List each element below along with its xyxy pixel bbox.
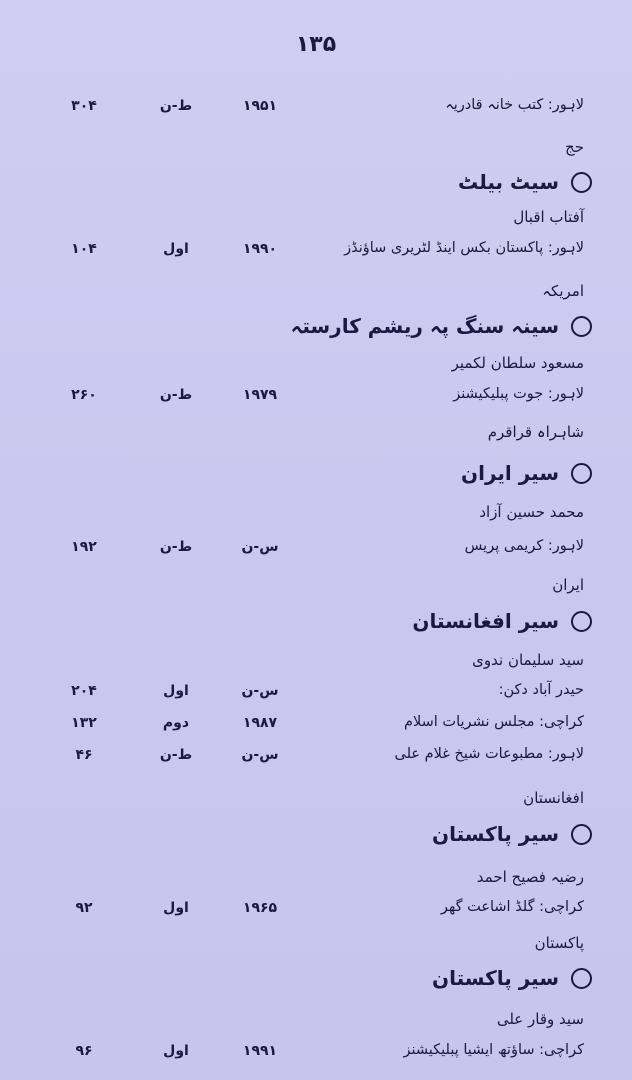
publisher-line: لاہور: کتب خانہ قادریہ (445, 97, 584, 113)
pages-cell: ۹۶ (75, 1043, 93, 1059)
pages-cell: ۹۲ (75, 900, 93, 916)
subject-heading: پاکستان (534, 934, 584, 952)
entry-title (461, 461, 592, 485)
edition-cell: اول (163, 900, 189, 916)
publisher-line: کراچی: گلڈ اشاعت گھر (440, 899, 584, 915)
publisher-line: لاہور: مطبوعات شیخ غلام علی (394, 746, 584, 762)
year-cell: س-ن (241, 747, 279, 763)
pages-cell: ۳۰۴ (71, 98, 97, 114)
entry-title (458, 170, 592, 194)
subject-heading: افغانستان (523, 789, 584, 807)
bullet-circle-icon (571, 316, 592, 337)
year-cell: ۱۹۹۰ (242, 241, 278, 257)
edition-cell: ط-ن (159, 539, 193, 555)
entry-title-text: سیٹ بیلٹ (458, 170, 559, 194)
page-number: ۱۳۵ (295, 32, 337, 57)
entry-title-text: سیر ایران (461, 461, 559, 485)
bullet-circle-icon (571, 824, 592, 845)
pages-cell: ۱۹۲ (71, 539, 97, 555)
edition-cell: ط-ن (159, 98, 193, 114)
entry-title (291, 314, 592, 338)
entry-title (432, 966, 592, 990)
year-cell: ۱۹۶۵ (242, 900, 278, 916)
entry-title-text: سیر پاکستان (432, 966, 559, 990)
entry-title-text: سیر افغانستان (412, 609, 559, 633)
author-name: محمد حسین آزاد (479, 503, 584, 521)
year-cell: س-ن (241, 539, 279, 555)
subject-heading: حج (565, 138, 584, 156)
bullet-circle-icon (571, 172, 592, 193)
author-name: مسعود سلطان لکمیر (451, 354, 584, 372)
subject-heading: ایران (552, 576, 584, 594)
publisher-line: حیدر آباد دکن: (498, 682, 584, 698)
publisher-line: کراچی: مجلس نشریات اسلام (404, 714, 584, 730)
publisher-line: کراچی: ساؤتھ ایشیا پبلیکیشنز (403, 1042, 584, 1058)
year-cell: س-ن (241, 683, 279, 699)
pages-cell: ۲۶۰ (71, 387, 97, 403)
pages-cell: ۱۳۲ (71, 715, 97, 731)
author-name: سید وقار علی (496, 1010, 584, 1028)
publisher-line: لاہور: کریمی پریس (464, 538, 584, 554)
pages-cell: ۲۰۴ (71, 683, 97, 699)
entry-title (432, 822, 592, 846)
edition-cell: ط-ن (159, 747, 193, 763)
pages-cell: ۴۶ (75, 747, 93, 763)
bullet-circle-icon (571, 968, 592, 989)
entry-title (412, 609, 592, 633)
publisher-line: لاہور: جوت پبلیکیشنز (453, 386, 584, 402)
publisher-line: لاہور: پاکستان بکس اینڈ لٹریری ساؤنڈز (344, 240, 584, 256)
year-cell: ۱۹۸۷ (242, 715, 278, 731)
bullet-circle-icon (571, 611, 592, 632)
author-name: آفتاب اقبال (513, 208, 584, 226)
entry-title-text: سیر پاکستان (432, 822, 559, 846)
entry-title-text: سینہ سنگ پہ ریشم کارستہ (290, 314, 559, 338)
year-cell: ۱۹۵۱ (242, 98, 278, 114)
subject-heading: شاہراہ قراقرم (487, 423, 584, 441)
edition-cell: ط-ن (159, 387, 193, 403)
edition-cell: اول (163, 683, 189, 699)
author-name: سید سلیمان ندوی (472, 651, 584, 669)
subject-heading: امریکہ (542, 282, 584, 300)
edition-cell: اول (163, 241, 189, 257)
author-name: رضیہ فصیح احمد (476, 868, 584, 886)
pages-cell: ۱۰۴ (71, 241, 97, 257)
bullet-circle-icon (571, 463, 592, 484)
edition-cell: اول (163, 1043, 189, 1059)
edition-cell: دوم (162, 715, 190, 731)
year-cell: ۱۹۷۹ (242, 387, 278, 403)
year-cell: ۱۹۹۱ (242, 1043, 278, 1059)
